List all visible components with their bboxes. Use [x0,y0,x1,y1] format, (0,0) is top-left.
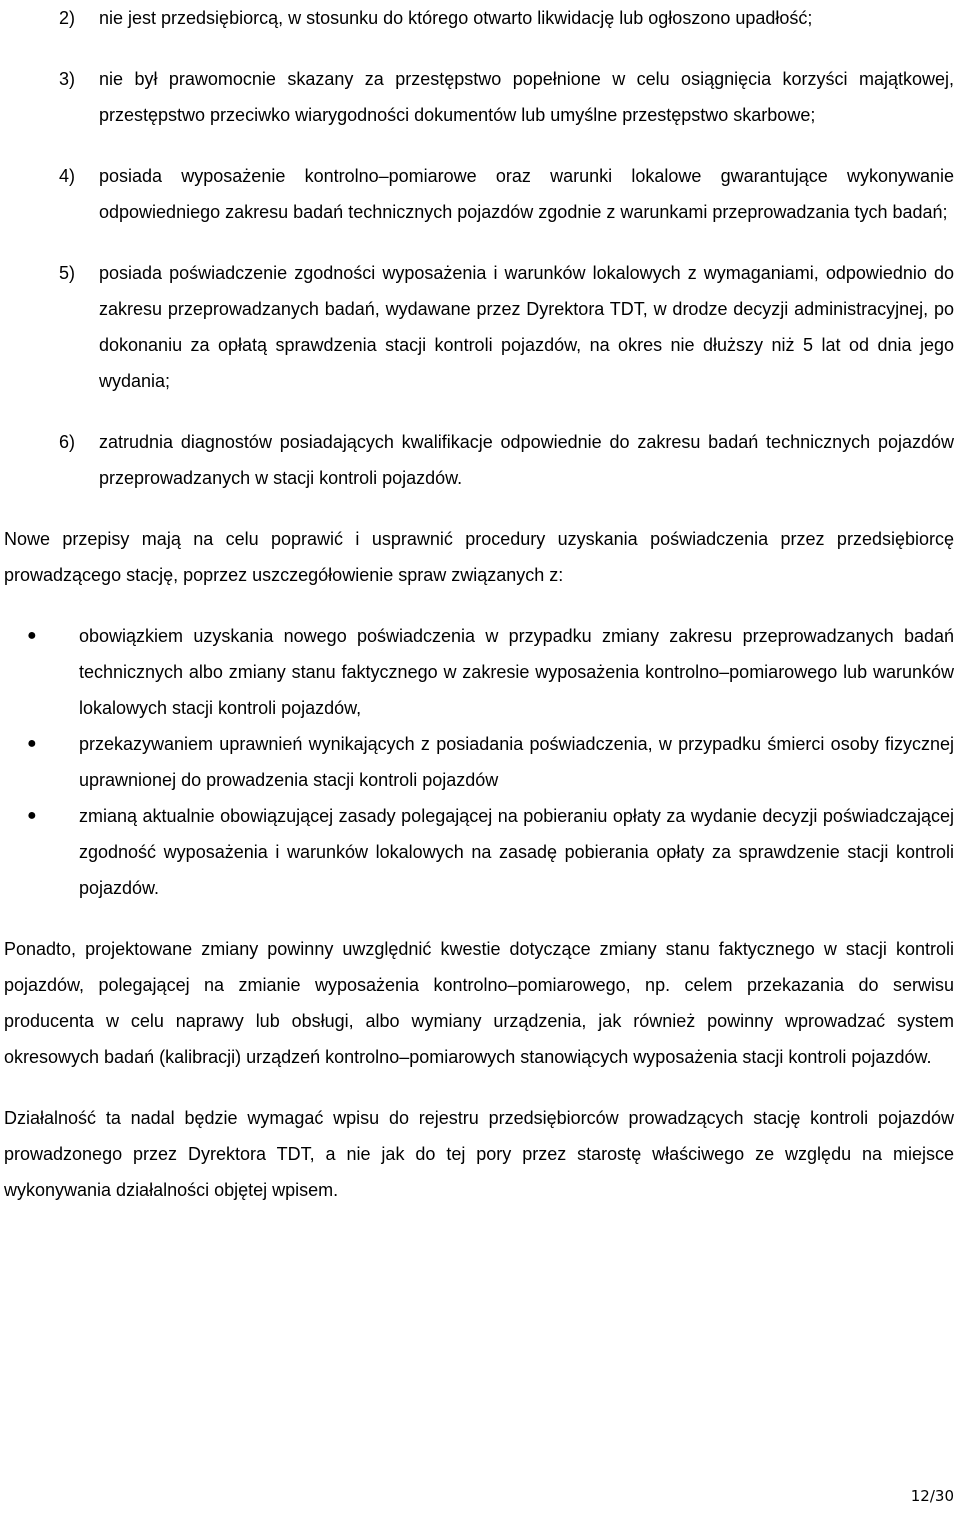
document-page [4,0,954,1233]
item-number: 5) [59,263,76,283]
bullet-item [4,798,954,906]
item-number: 6) [59,432,76,452]
bullet-item [4,726,954,798]
item-text: posiada poświadczenie zgodności wyposażenia i warunków lokalowych z wymaganiami, odpowiednio do zakresu przeprowadzanych badań, wydawane przez Dyrektora TDT, w drodze decyzji administracyjnej, po dokonaniu za opłatą sprawdzenia stacji kontroli pojazdów, na okres nie dłuższy niż 5 lat od dnia jego wydania; [99,263,954,391]
list-item [4,158,954,230]
item-number: 2) [59,8,76,28]
bullet-list [4,618,954,906]
bullet-icon: ● [27,627,37,644]
item-text: zatrudnia diagnostów posiadających kwalifikacje odpowiednie do zakresu badań technicznych pojazdów przeprowadzanych w stacji kontroli pojazdów. [99,432,954,488]
bullet-text: zmianą aktualnie obowiązującej zasady polegającej na pobieraniu opłaty za wydanie decyzji poświadczającej zgodność wyposażenia i warunków lokalowych na zasadę pobierania opłaty za sprawdzenie stacji kontroli pojazdów. [79,806,954,898]
list-item [4,424,954,496]
item-text: nie był prawomocnie skazany za przestępstwo popełnione w celu osiągnięcia korzyści majątkowej, przestępstwo przeciwko wiarygodności dokumentów lub umyślne przestępstwo skarbowe; [99,69,954,125]
item-text: posiada wyposażenie kontrolno–pomiarowe oraz warunki lokalowe gwarantujące wykonywanie odpowiedniego zakresu badań technicznych pojazdów zgodnie z warunkami przeprowadzania tych badań; [99,166,954,222]
list-item [4,255,954,399]
list-item [4,61,954,133]
page-number: 12/30 [910,1487,954,1505]
bullet-text: przekazywaniem uprawnień wynikających z posiadania poświadczenia, w przypadku śmierci osoby fizycznej uprawnionej do prowadzenia stacji kontroli pojazdów [79,734,954,790]
bullet-icon: ● [27,735,37,752]
body-paragraph: Działalność ta nadal będzie wymagać wpisu do rejestru przedsiębiorców prowadzących stację kontroli pojazdów prowadzonego przez Dyrektora TDT, a nie jak do tej pory przez starostę właściwego ze względu na miejsce wykonywania działalności objętej wpisem. [4,1108,954,1200]
numbered-list [4,0,954,496]
list-item [4,0,954,36]
item-text: nie jest przedsiębiorcą, w stosunku do którego otwarto likwidację lub ogłoszono upadłość; [99,8,813,28]
body-paragraph: Ponadto, projektowane zmiany powinny uwzględnić kwestie dotyczące zmiany stanu faktycznego w stacji kontroli pojazdów, polegającej na zmianie wyposażenia kontrolno–pomiarowego, np. celem przekazania do serwisu producenta w celu naprawy lub obsługi, albo wymiany urządzenia, jak również powinny wprowadzać system okresowych badań (kalibracji) urządzeń kontrolno–pomiarowych stanowiących wyposażenia stacji kontroli pojazdów. [4,939,954,1067]
item-number: 4) [59,166,76,186]
intro-paragraph: Nowe przepisy mają na celu poprawić i usprawnić procedury uzyskania poświadczenia przez przedsiębiorcę prowadzącego stację, poprzez uszczegółowienie spraw związanych z: [4,529,954,585]
bullet-item [4,618,954,726]
bullet-icon: ● [27,807,37,824]
item-number: 3) [59,69,76,89]
bullet-text: obowiązkiem uzyskania nowego poświadczenia w przypadku zmiany zakresu przeprowadzanych badań technicznych albo zmiany stanu faktycznego w zakresie wyposażenia kontrolno–pomiarowego lub warunków lokalowych stacji kontroli pojazdów, [79,626,954,718]
